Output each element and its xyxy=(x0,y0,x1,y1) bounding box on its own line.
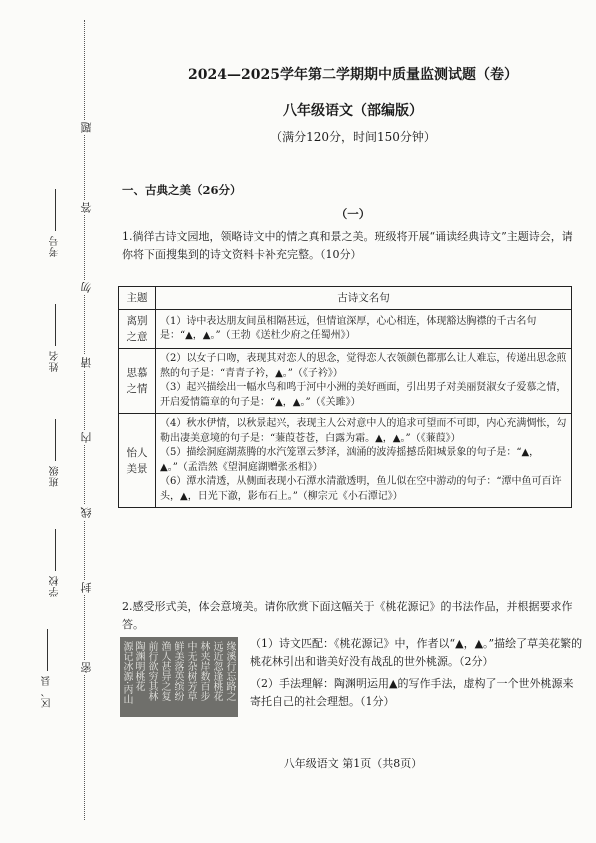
district-field[interactable] xyxy=(40,625,55,708)
table-row xyxy=(119,414,572,508)
calligraphy-column: 渔人甚异之复 xyxy=(159,641,170,701)
topic-cell: 思慕之情 xyxy=(119,349,156,414)
exam-number-label: 考号 xyxy=(50,235,61,257)
exam-title: 2024—2025学年第二学期期中质量监测试题（卷） xyxy=(188,67,518,83)
seal-char: 题 xyxy=(80,122,93,133)
seal-char: 线 xyxy=(80,507,93,518)
seal-char: 请 xyxy=(80,357,93,368)
answer-cell[interactable] xyxy=(156,310,572,349)
table-row xyxy=(119,310,572,349)
calligraphy-column: 前行欲穷其林 xyxy=(146,641,157,701)
topic-cell: 怡人美景 xyxy=(119,414,156,508)
fill-blank-item: （1）诗中表达朋友间虽相隔甚远，但情谊深厚，心心相连，体现豁达胸襟的千古名句是：“▲，▲。”（王勃《送杜少府之任蜀州》） xyxy=(160,315,537,341)
section-heading: 一、古典之美（26分） xyxy=(122,183,242,197)
district-label: 区、县 xyxy=(42,675,53,708)
binding-margin xyxy=(0,0,110,843)
name-label: 姓名 xyxy=(50,350,61,372)
table-row xyxy=(119,349,572,414)
school-field[interactable] xyxy=(48,525,63,597)
exam-number-field[interactable] xyxy=(48,185,63,257)
calligraphy-column: 林夹岸数百步 xyxy=(198,641,209,701)
school-label: 学校 xyxy=(50,575,61,597)
question-2-part-2[interactable]: （2）手法理解：陶渊明运用▲的写作手法，虚构了一个世外桃源来寄托自己的社会理想。（1分） xyxy=(250,677,574,708)
calligraphy-column: 源记冰源·丙山 xyxy=(121,641,132,705)
column-header-lines: 古诗文名句 xyxy=(156,287,572,310)
calligraphy-column: 陶渊明桃花 xyxy=(133,641,144,691)
score-info: （满分120分，时间150分钟） xyxy=(270,130,436,144)
seal-line xyxy=(84,20,85,820)
seal-char: 封 xyxy=(80,582,93,593)
topic-cell: 离别之意 xyxy=(119,310,156,349)
calligraphy-column: 鲜美落英缤纷 xyxy=(172,641,183,701)
question-2-intro: 2.感受形式美，体会意境美。请你欣赏下面这幅关于《桃花源记》的书法作品，并根据要求作答。 xyxy=(122,600,573,631)
fill-blank-item: （3）起兴描绘出一幅水鸟和鸣于河中小洲的美好画面，引出男子对美丽贤淑女子爱慕之情，开启爱情篇章的句子是：“▲，▲。”（《关雎》） xyxy=(160,382,567,408)
fill-blank-item: （6）潭水清透，从侧面表现小石潭水清澈透明，鱼儿似在空中游动的句子：“潭中鱼可百许头，▲，日光下澈，影布石上。”（柳宗元《小石潭记》） xyxy=(160,476,562,502)
fill-blank-item: （5）描绘洞庭湖蒸腾的水汽笼罩云梦泽，汹涌的波涛摇撼岳阳城景象的句子是：“▲，▲。”（孟浩然《望洞庭湖赠张丞相》） xyxy=(160,447,540,473)
question-2-parts xyxy=(250,635,584,715)
column-header-topic: 主题 xyxy=(119,287,156,310)
calligraphy-column: 中无杂树芳草 xyxy=(185,641,196,701)
question-2-part-1[interactable]: （1）诗文匹配：《桃花源记》中，作者以“▲，▲。”描绘了草美花繁的桃花林引出和谐美好没有战乱的世外桃源。（2分） xyxy=(250,637,583,668)
calligraphy-image xyxy=(120,637,238,717)
calligraphy-column: 远近忽逢桃花 xyxy=(211,641,222,701)
seal-char: 内 xyxy=(80,432,93,443)
class-label: 班级 xyxy=(50,465,61,487)
fill-blank-item: （2）以女子口吻，表现其对恋人的思念，觉得恋人衣领颜色都那么让人难忘，传递出思念煎熬的句子是：“青青子衿，▲。”（《子衿》） xyxy=(160,353,567,379)
calligraphy-column: 缘溪行忘路之 xyxy=(224,641,235,701)
exam-subtitle: 八年级语文（部编版） xyxy=(283,103,423,119)
seal-char: 勿 xyxy=(80,282,93,293)
poem-card-table xyxy=(118,286,572,508)
question-1-text: 1.徜徉古诗文园地，领略诗文中的情之真和景之美。班级将开展“诵读经典诗文”主题诗会，请你将下面搜集到的诗文资料卡补充完整。（10分） xyxy=(122,230,573,261)
answer-cell[interactable] xyxy=(156,414,572,508)
answer-cell[interactable] xyxy=(156,349,572,414)
fill-blank-item: （4）秋水伊情，以秋景起兴，表现主人公对意中人的追求可望而不可即，内心充满惆怅，勾勒出凄美意境的句子是：“蒹葭苍苍，白露为霜。▲，▲。”（《蒹葭》） xyxy=(160,418,567,444)
name-field[interactable] xyxy=(48,300,63,372)
table-header-row xyxy=(119,287,572,310)
class-field[interactable] xyxy=(48,415,63,487)
seal-char: 密 xyxy=(80,662,93,673)
page-footer: 八年级语文 第1页（共8页） xyxy=(283,757,423,770)
seal-char: 答 xyxy=(80,202,93,213)
part-label: （一） xyxy=(335,207,371,221)
